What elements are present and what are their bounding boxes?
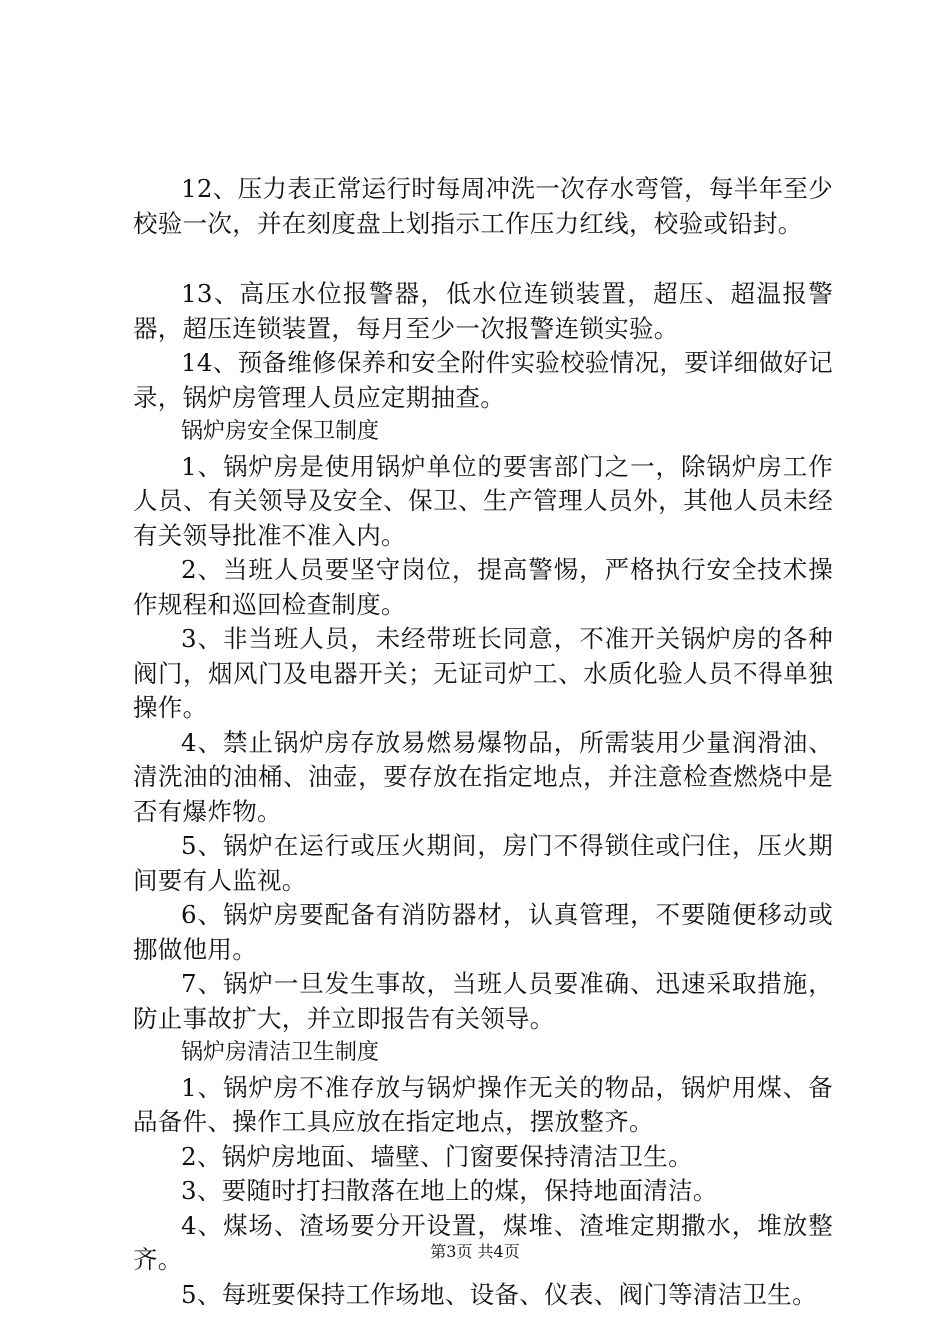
security-item-5: 5、锅炉在运行或压火期间，房门不得锁住或闩住，压火期间要有人监视。 [133,831,833,895]
page-number-label: 第3页 共4页 [430,1242,520,1261]
paragraph-item-12: 12、压力表正常运行时每周冲洗一次存水弯管，每半年至少校验一次，并在刻度盘上划指示工作压力红线，校验或铅封。 [133,174,833,238]
section-heading-cleaning: 锅炉房清洁卫生制度 [181,1040,380,1065]
security-item-6: 6、锅炉房要配备有消防器材，认真管理，不要随便移动或挪做他用。 [133,900,833,964]
cleaning-item-3: 3、要随时打扫散落在地上的煤，保持地面清洁。 [181,1176,718,1205]
page-footer [0,1242,950,1262]
paragraph-item-13: 13、高压水位报警器，低水位连锁装置，超压、超温报警器，超压连锁装置，每月至少一次报警连锁实验。 [133,279,833,343]
cleaning-item-5: 5、每班要保持工作场地、设备、仪表、阀门等清洁卫生。 [181,1279,817,1309]
security-item-4: 4、禁止锅炉房存放易燃易爆物品，所需装用少量润滑油、清洗油的油桶、油壶，要存放在指定地点，并注意检查燃烧中是否有爆炸物。 [133,727,833,826]
security-item-7: 7、锅炉一旦发生事故，当班人员要准确、迅速采取措施，防止事故扩大，并立即报告有关领导。 [133,969,833,1033]
paragraph-item-14: 14、预备维修保养和安全附件实验校验情况，要详细做好记录，锅炉房管理人员应定期抽查。 [133,348,833,412]
security-item-3: 3、非当班人员，未经带班长同意，不准开关锅炉房的各种阀门，烟风门及电器开关；无证司炉工、水质化验人员不得单独操作。 [133,624,833,722]
section-heading-security: 锅炉房安全保卫制度 [181,419,380,444]
security-item-2: 2、当班人员要坚守岗位，提高警惕，严格执行安全技术操作规程和巡回检查制度。 [133,555,833,619]
cleaning-item-1: 1、锅炉房不准存放与锅炉操作无关的物品，锅炉用煤、备品备件、操作工具应放在指定地点，摆放整齐。 [133,1072,833,1136]
cleaning-item-2: 2、锅炉房地面、墙壁、门窗要保持清洁卫生。 [181,1141,693,1171]
document-body [133,172,833,1312]
security-item-1: 1、锅炉房是使用锅炉单位的要害部门之一，除锅炉房工作人员、有关领导及安全、保卫、生产管理人员外，其他人员未经有关领导批准不准入内。 [133,451,833,550]
cleaning-item-4: 4、煤场、渣场要分开设置，煤堆、渣堆定期撒水，堆放整齐。 [133,1210,833,1274]
